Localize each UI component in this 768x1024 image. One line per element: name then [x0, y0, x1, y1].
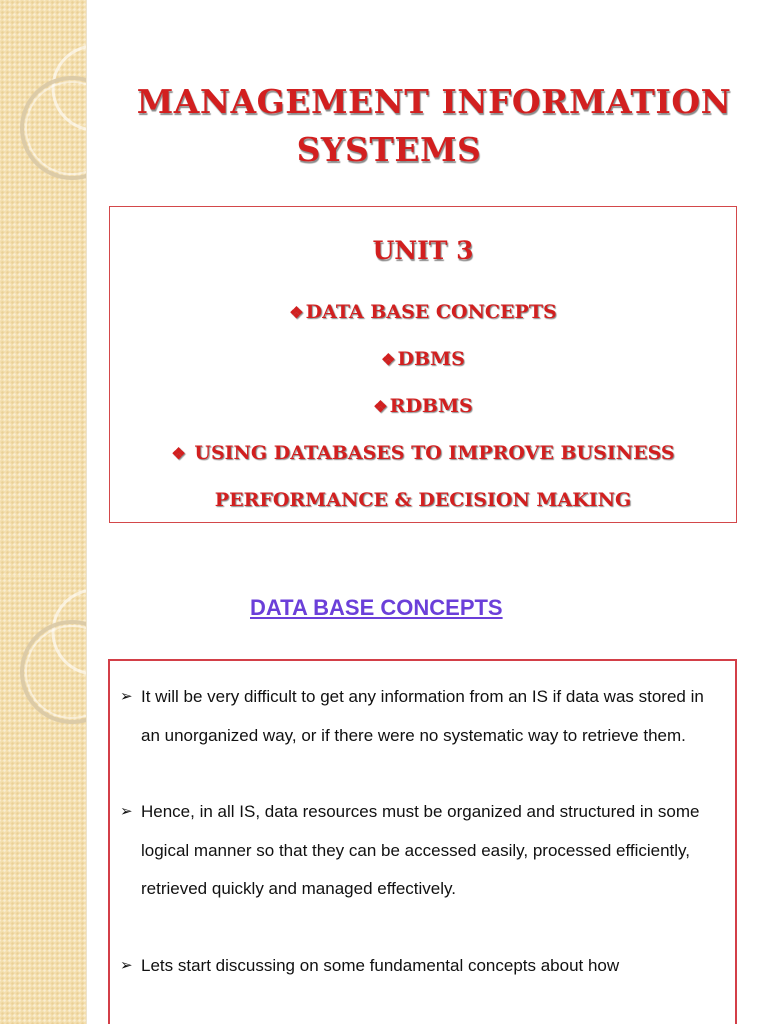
diamond-bullet-icon: ❖: [171, 444, 186, 463]
decorative-side-band: [0, 576, 87, 1024]
page-title: [104, 78, 764, 174]
title-line-1: MANAGEMENT INFORMATION: [136, 82, 732, 121]
topic-label: USING DATABASES TO IMPROVE BUSINESS: [194, 442, 675, 464]
section-heading: DATA BASE CONCEPTS: [250, 595, 503, 620]
content-box: [108, 659, 737, 1024]
title-line-2: SYSTEMS: [296, 130, 482, 169]
arrow-bullet-icon: ➢: [120, 803, 133, 820]
unit-title: UNIT 3: [372, 236, 474, 265]
bullet-text: Hence, in all IS, data resources must be organized and structured in some logical manner so that they can be accessed easily, processed efficiently, retrieved quickly and managed effectively.: [141, 802, 700, 898]
topic-label: DATA BASE CONCEPTS: [305, 301, 557, 323]
topic-label: RDBMS: [389, 395, 473, 417]
decorative-rings: [0, 0, 86, 576]
bullet-text: It will be very difficult to get any information from an IS if data was stored in an unorganized way, or if there were no systematic way to retrieve them.: [141, 687, 704, 745]
diamond-bullet-icon: ❖: [289, 303, 304, 322]
topic-label: PERFORMANCE & DECISION MAKING: [214, 489, 632, 511]
bullet-list: [120, 678, 725, 985]
slide-2: [0, 576, 768, 1024]
arrow-bullet-icon: ➢: [120, 956, 133, 974]
decorative-side-band: [0, 0, 87, 576]
topic-item: [110, 430, 736, 477]
bullet-item: [120, 793, 725, 909]
diamond-bullet-icon: ❖: [381, 350, 396, 369]
unit-box: [109, 206, 737, 523]
bullet-item: [120, 947, 725, 986]
bullet-text: Lets start discussing on some fundamental concepts about how: [141, 955, 620, 975]
diamond-bullet-icon: ❖: [373, 397, 388, 416]
topic-item: [110, 383, 736, 430]
topic-label: DBMS: [397, 348, 465, 370]
topic-item-continuation: [110, 477, 736, 523]
topic-item: [110, 289, 736, 336]
bullet-item: [120, 678, 725, 755]
arrow-bullet-icon: ➢: [120, 688, 133, 705]
topic-item: [110, 336, 736, 383]
topic-list: [110, 289, 736, 523]
decorative-rings: [0, 576, 86, 1024]
